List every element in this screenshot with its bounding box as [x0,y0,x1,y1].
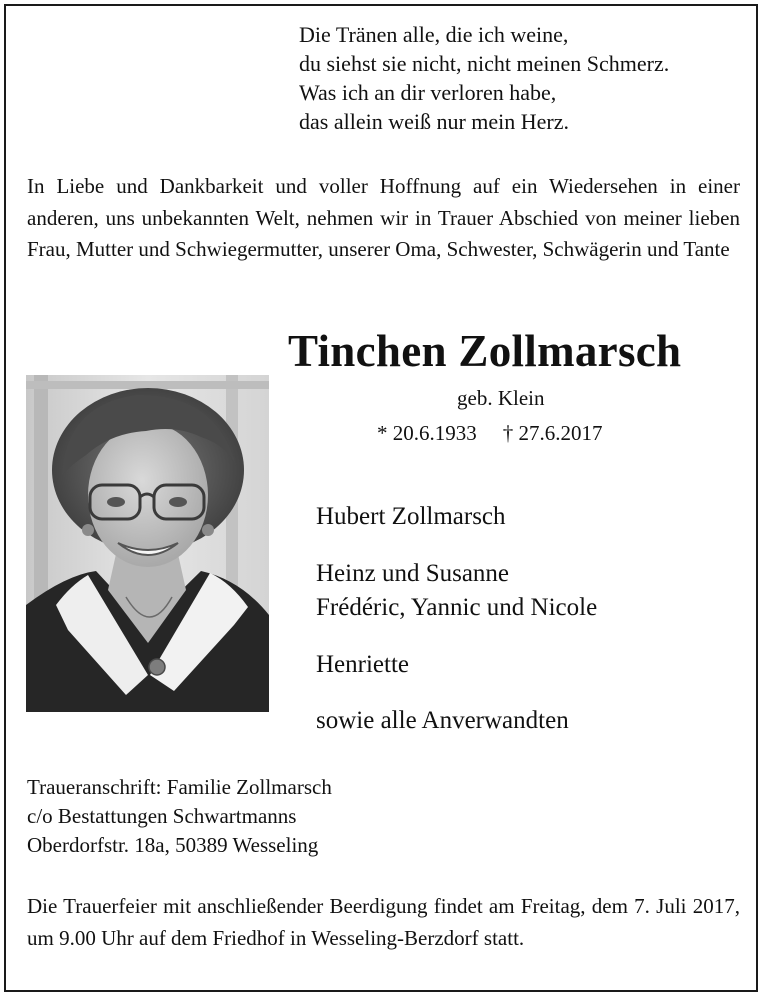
poem-line: das allein weiß nur mein Herz. [299,109,570,134]
death-date: † 27.6.2017 [502,421,603,445]
address-line: Traueranschrift: Familie Zollmarsch [27,775,332,799]
mourner-line: Henriette [316,651,410,678]
birth-date: * 20.6.1933 [377,421,477,445]
mourner-line: sowie alle Anverwandten [316,707,569,734]
deceased-name: Tinchen Zollmarsch [288,326,682,376]
poem-line: Die Tränen alle, die ich weine, [299,22,569,47]
maiden-name: geb. Klein [457,386,545,410]
mourner-line: Hubert Zollmarsch [316,503,506,530]
poem-line: du siehst sie nicht, nicht meinen Schmerz. [299,51,670,76]
funeral-notice: Die Trauerfeier mit anschließender Beerdigung findet am Freitag, dem 7. Juli 2017, um 9.00 Uhr auf dem Friedhof in Wesseling-Berzdorf statt. [27,894,740,950]
poem [299,20,669,136]
intro-paragraph: In Liebe und Dankbarkeit und voller Hoffnung auf ein Wiedersehen in einer anderen, uns unbekannten Welt, nehmen wir in Trauer Abschied von meiner lieben Frau, Mutter und Schwiegermutter, unserer Oma, Schwester, Schwägerin und Tante [27,174,740,261]
mourner-line: Heinz und Susanne [316,560,510,587]
mourning-address [27,773,332,860]
address-line: c/o Bestattungen Schwartmanns [27,804,297,828]
portrait-photo [26,375,269,712]
address-line: Oberdorfstr. 18a, 50389 Wesseling [27,833,319,857]
life-dates [377,421,603,446]
poem-line: Was ich an dir verloren habe, [299,80,557,105]
mourner-line: Frédéric, Yannic und Nicole [316,594,598,621]
